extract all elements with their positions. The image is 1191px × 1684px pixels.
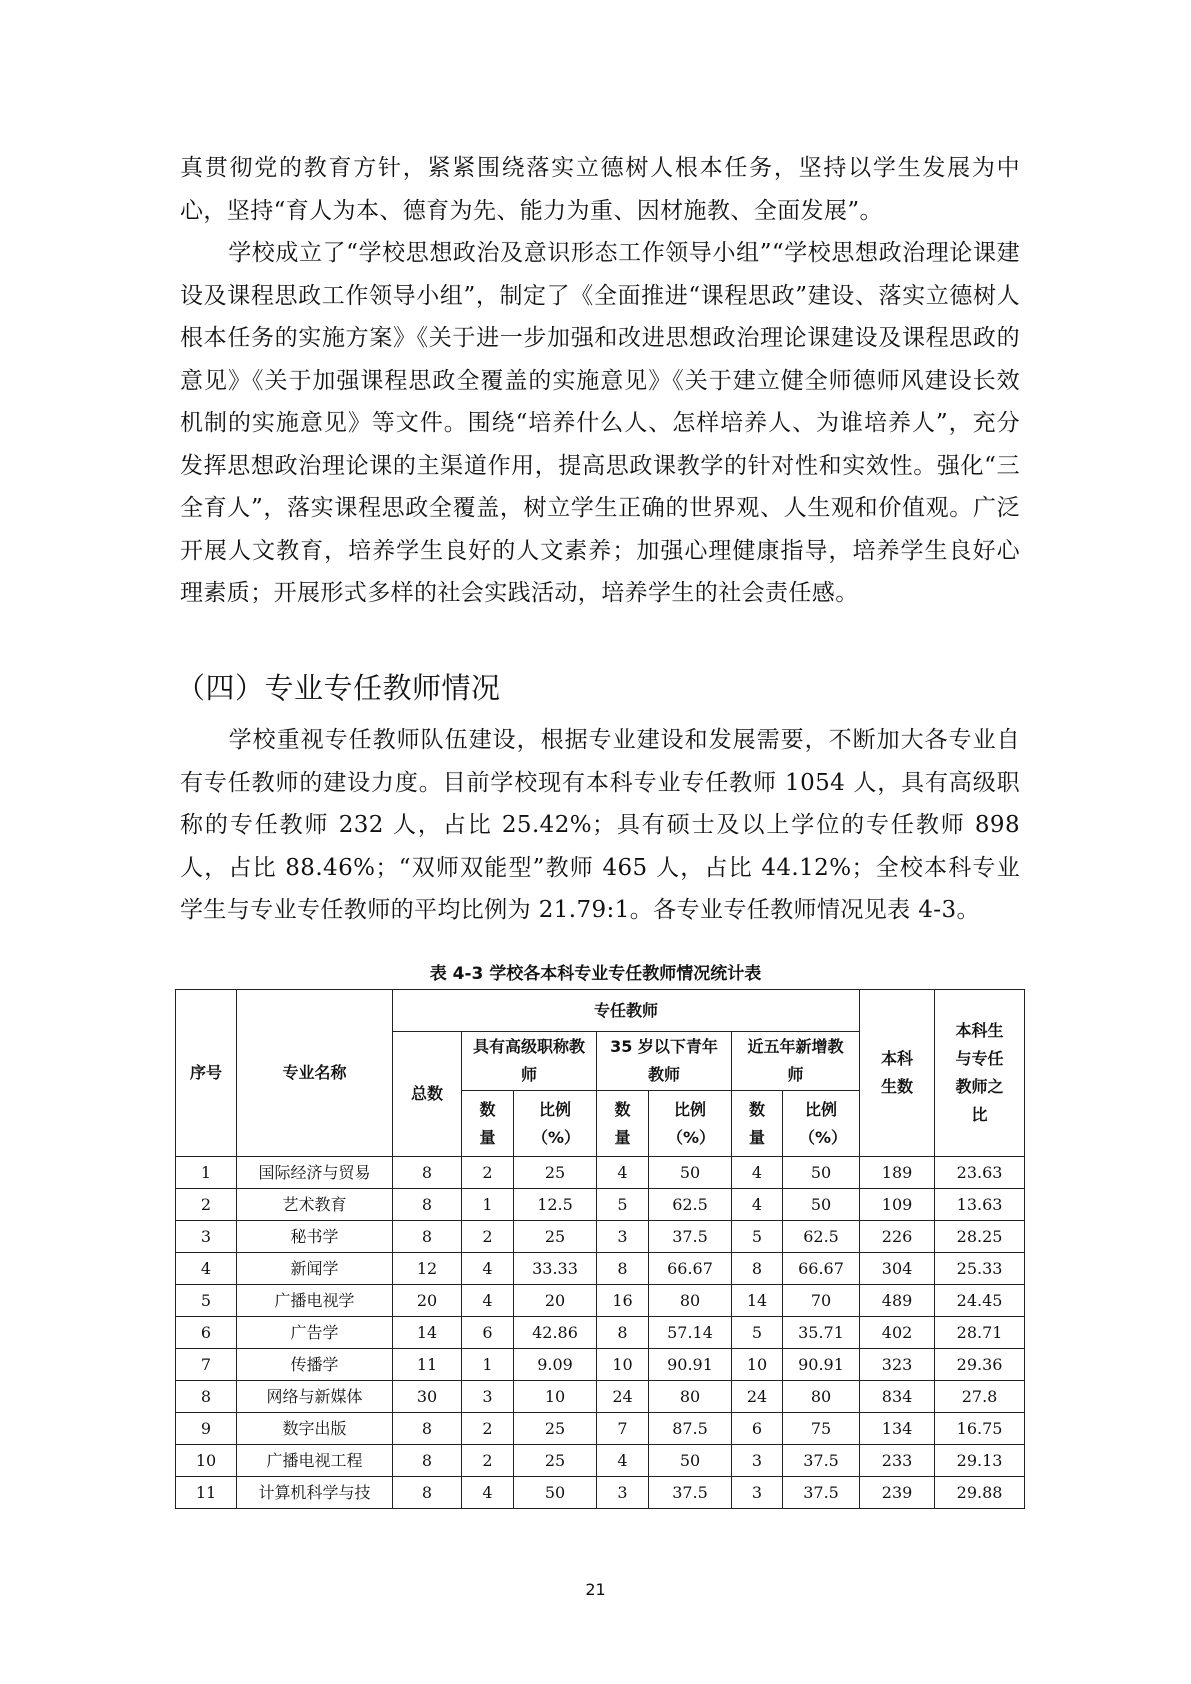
header-teachers-group: 专任教师 [393,990,860,1032]
cell-seq: 7 [176,1349,237,1381]
cell-new-ratio: 37.5 [783,1477,860,1509]
cell-seq: 3 [176,1221,237,1253]
table-row [176,1317,1025,1349]
cell-student-teacher-ratio: 13.63 [935,1189,1025,1221]
cell-senior-ratio: 42.86 [514,1317,597,1349]
cell-major: 广告学 [237,1317,393,1349]
cell-total: 12 [393,1253,462,1285]
cell-young-count: 4 [597,1157,649,1189]
cell-young-ratio: 37.5 [649,1477,732,1509]
cell-student-teacher-ratio: 25.33 [935,1253,1025,1285]
cell-student-teacher-ratio: 28.25 [935,1221,1025,1253]
cell-students: 189 [860,1157,935,1189]
cell-new-count: 3 [732,1445,783,1477]
header-total: 总数 [393,1032,462,1157]
table-row [176,1349,1025,1381]
header-major: 专业名称 [237,990,393,1157]
table-row [176,1381,1025,1413]
cell-young-ratio: 50 [649,1157,732,1189]
cell-new-count: 4 [732,1189,783,1221]
cell-total: 8 [393,1413,462,1445]
cell-senior-count: 4 [462,1477,514,1509]
table-row [176,1157,1025,1189]
cell-major: 计算机科学与技 [237,1477,393,1509]
cell-senior-count: 1 [462,1349,514,1381]
cell-seq: 8 [176,1381,237,1413]
cell-new-ratio: 80 [783,1381,860,1413]
cell-student-teacher-ratio: 28.71 [935,1317,1025,1349]
cell-seq: 1 [176,1157,237,1189]
cell-seq: 6 [176,1317,237,1349]
table-row [176,1477,1025,1509]
cell-senior-ratio: 25 [514,1445,597,1477]
cell-students: 834 [860,1381,935,1413]
cell-young-count: 16 [597,1285,649,1317]
cell-total: 30 [393,1381,462,1413]
cell-senior-ratio: 12.5 [514,1189,597,1221]
cell-total: 8 [393,1189,462,1221]
paragraph-full-time-teachers [180,719,1020,932]
cell-young-count: 4 [597,1445,649,1477]
cell-senior-ratio: 50 [514,1477,597,1509]
cell-new-count: 8 [732,1253,783,1285]
cell-young-ratio: 90.91 [649,1349,732,1381]
cell-senior-ratio: 25 [514,1413,597,1445]
paragraph-text: 学校重视专任教师队伍建设，根据专业建设和发展需要，不断加大各专业自有专任教师的建设力度。目前学校现有本科专业专任教师 1054 人，具有高级职称的专任教师 232 人，占比 25.42%；具有硕士及以上学位的专任教师 898 人，占比 88.46%；“双师双能型”教师 465 人，占比 44.12%；全校本科专业学生与专业专任教师的平均比例为 21.79:1。各专业专任教师情况见表 4-3。 [180,727,1020,923]
cell-seq: 2 [176,1189,237,1221]
cell-major: 广播电视学 [237,1285,393,1317]
cell-major: 网络与新媒体 [237,1381,393,1413]
cell-young-ratio: 50 [649,1445,732,1477]
cell-young-count: 8 [597,1253,649,1285]
cell-new-ratio: 70 [783,1285,860,1317]
cell-young-ratio: 37.5 [649,1221,732,1253]
cell-seq: 4 [176,1253,237,1285]
cell-senior-ratio: 9.09 [514,1349,597,1381]
cell-new-ratio: 62.5 [783,1221,860,1253]
cell-senior-count: 6 [462,1317,514,1349]
cell-young-ratio: 80 [649,1381,732,1413]
cell-new-count: 5 [732,1317,783,1349]
cell-seq: 11 [176,1477,237,1509]
header-count: 数量 [732,1091,783,1157]
cell-total: 14 [393,1317,462,1349]
table-row [176,1413,1025,1445]
cell-new-count: 6 [732,1413,783,1445]
header-senior-title: 具有高级职称教师 [462,1032,597,1091]
cell-senior-count: 3 [462,1381,514,1413]
cell-student-teacher-ratio: 27.8 [935,1381,1025,1413]
cell-students: 226 [860,1221,935,1253]
cell-seq: 10 [176,1445,237,1477]
cell-new-ratio: 75 [783,1413,860,1445]
cell-senior-count: 1 [462,1189,514,1221]
cell-total: 8 [393,1157,462,1189]
cell-senior-ratio: 25 [514,1157,597,1189]
cell-students: 489 [860,1285,935,1317]
table-body [176,1157,1025,1509]
cell-new-ratio: 90.91 [783,1349,860,1381]
cell-major: 艺术教育 [237,1189,393,1221]
cell-new-ratio: 66.67 [783,1253,860,1285]
header-new-five-years: 近五年新增教师 [732,1032,860,1091]
cell-major: 广播电视工程 [237,1445,393,1477]
cell-young-count: 3 [597,1477,649,1509]
cell-young-count: 10 [597,1349,649,1381]
cell-young-count: 3 [597,1221,649,1253]
cell-student-teacher-ratio: 29.88 [935,1477,1025,1509]
cell-young-ratio: 62.5 [649,1189,732,1221]
cell-senior-count: 2 [462,1445,514,1477]
cell-new-count: 14 [732,1285,783,1317]
page-number: 21 [585,1580,606,1599]
cell-major: 秘书学 [237,1221,393,1253]
table-row [176,1189,1025,1221]
table-row [176,1445,1025,1477]
cell-senior-count: 2 [462,1157,514,1189]
cell-new-count: 5 [732,1221,783,1253]
cell-young-count: 8 [597,1317,649,1349]
cell-young-count: 24 [597,1381,649,1413]
cell-new-count: 4 [732,1157,783,1189]
table-caption: 表 4-3 学校各本科专业专任教师情况统计表 [429,964,762,984]
cell-senior-ratio: 25 [514,1221,597,1253]
cell-senior-count: 4 [462,1285,514,1317]
section-heading: （四）专业专任教师情况 [176,671,501,705]
cell-student-teacher-ratio: 23.63 [935,1157,1025,1189]
header-ratio: 比例（%） [514,1091,597,1157]
cell-students: 323 [860,1349,935,1381]
cell-student-teacher-ratio: 16.75 [935,1413,1025,1445]
cell-students: 233 [860,1445,935,1477]
paragraph-text: 学校成立了“学校思想政治及意识形态工作领导小组”“学校思想政治理论课建设及课程思政工作领导小组”，制定了《全面推进“课程思政”建设、落实立德树人根本任务的实施方案》《关于进一步加强和改进思想政治理论课建设及课程思政的意见》《关于加强课程思政全覆盖的实施意见》《关于建立健全师德师风建设长效机制的实施意见》等文件。围绕“培养什么人、怎样培养人、为谁培养人”，充分发挥思想政治理论课的主渠道作用，提高思政课教学的针对性和实效性。强化“三全育人”，落实课程思政全覆盖，树立学生正确的世界观、人生观和价值观。广泛开展人文教育，培养学生良好的人文素养；加强心理健康指导，培养学生良好心理素质；开展形式多样的社会实践活动，培养学生的社会责任感。 [180,240,1020,606]
cell-major: 数字出版 [237,1413,393,1445]
table-row [176,1285,1025,1317]
cell-young-ratio: 80 [649,1285,732,1317]
cell-young-ratio: 57.14 [649,1317,732,1349]
cell-total: 8 [393,1445,462,1477]
header-ratio: 比例（%） [783,1091,860,1157]
cell-students: 402 [860,1317,935,1349]
cell-senior-count: 4 [462,1253,514,1285]
header-seq: 序号 [176,990,237,1157]
cell-senior-ratio: 10 [514,1381,597,1413]
cell-senior-count: 2 [462,1413,514,1445]
cell-total: 20 [393,1285,462,1317]
cell-young-count: 7 [597,1413,649,1445]
cell-students: 304 [860,1253,935,1285]
cell-new-ratio: 37.5 [783,1445,860,1477]
cell-senior-count: 2 [462,1221,514,1253]
table-row [176,1253,1025,1285]
cell-total: 11 [393,1349,462,1381]
paragraph-party-education-policy: 真贯彻党的教育方针，紧紧围绕落实立德树人根本任务，坚持以学生发展为中心，坚持“育人为本、德育为先、能力为重、因材施教、全面发展”。 [180,155,1020,224]
cell-seq: 9 [176,1413,237,1445]
header-student-teacher-ratio: 本科生与专任教师之比 [935,990,1025,1157]
cell-total: 8 [393,1477,462,1509]
cell-senior-ratio: 33.33 [514,1253,597,1285]
cell-student-teacher-ratio: 24.45 [935,1285,1025,1317]
teacher-statistics-table [175,989,1025,1509]
cell-new-count: 3 [732,1477,783,1509]
cell-major: 新闻学 [237,1253,393,1285]
cell-new-ratio: 50 [783,1189,860,1221]
cell-major: 国际经济与贸易 [237,1157,393,1189]
cell-total: 8 [393,1221,462,1253]
cell-new-count: 24 [732,1381,783,1413]
header-students: 本科生数 [860,990,935,1157]
cell-student-teacher-ratio: 29.36 [935,1349,1025,1381]
cell-student-teacher-ratio: 29.13 [935,1445,1025,1477]
header-count: 数量 [462,1091,514,1157]
paragraph-ideological-political-work [180,232,1020,615]
cell-students: 134 [860,1413,935,1445]
header-ratio: 比例（%） [649,1091,732,1157]
cell-seq: 5 [176,1285,237,1317]
cell-new-count: 10 [732,1349,783,1381]
header-count: 数量 [597,1091,649,1157]
cell-young-ratio: 87.5 [649,1413,732,1445]
cell-young-count: 5 [597,1189,649,1221]
cell-students: 109 [860,1189,935,1221]
header-young-teachers: 35 岁以下青年教师 [597,1032,732,1091]
cell-young-ratio: 66.67 [649,1253,732,1285]
cell-senior-ratio: 20 [514,1285,597,1317]
cell-students: 239 [860,1477,935,1509]
cell-new-ratio: 50 [783,1157,860,1189]
cell-new-ratio: 35.71 [783,1317,860,1349]
table-row [176,1221,1025,1253]
cell-major: 传播学 [237,1349,393,1381]
